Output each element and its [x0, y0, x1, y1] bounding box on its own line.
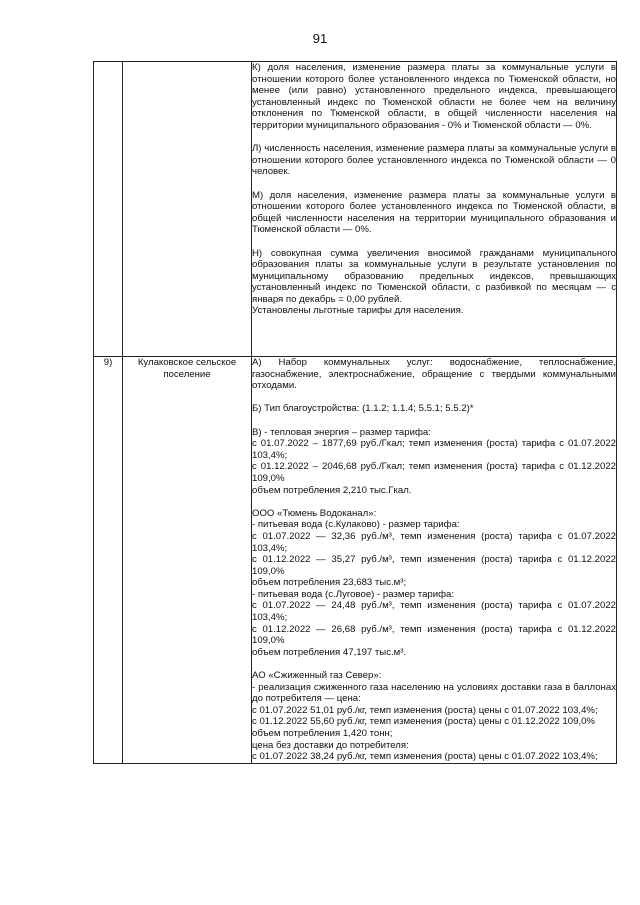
preferential-tariffs-note: Установлены льготные тарифы для населения.: [252, 305, 464, 317]
heat-tariff-july: с 01.07.2022 – 1877,69 руб./Гкал; темп изменения (роста) тарифа с 01.07.2022 103,4%;: [252, 438, 616, 461]
row-number: [94, 62, 123, 357]
water-kulakovo-heading: - питьевая вода (с.Кулаково) - размер тарифа:: [252, 519, 460, 531]
paragraph-k: К) доля населения, изменение размера платы за коммунальные услуги в отношении которого более установленного индекса по Тюменской области, но менее (или равно) установленного предельного индекса, превышающего установленный индекс по Тюменской области не более чем на величину отклонения по Тюменской области, в общей численности населения на территории муниципального образования - 0% и Тюменской области — 0%.: [252, 62, 616, 131]
paragraph-a: А) Набор коммунальных услуг: водоснабжение, теплоснабжение, газоснабжение, электроснабжение, обращение с твердыми коммунальными отходами.: [252, 357, 616, 392]
water-lugovoe-december: с 01.12.2022 — 26,68 руб./м³, темп изменения (роста) тарифа с 01.12.2022 109,0%: [252, 623, 616, 647]
water-lugovoe-july: с 01.07.2022 — 24,48 руб./м³, темп изменения (роста) тарифа с 01.07.2022 103,4%;: [252, 600, 616, 624]
water-kulakovo-july: с 01.07.2022 — 32,36 руб./м³, темп изменения (роста) тарифа с 01.07.2022 103,4%;: [252, 530, 616, 554]
paragraph-b: Б) Тип благоустройства: (1.1.2; 1.1.4; 5.5.1; 5.5.2)*: [252, 403, 474, 415]
vodokanal-heading: ООО «Тюмень Водоканал»:: [252, 507, 377, 519]
row-content: [252, 62, 617, 357]
gas-delivery-heading: - реализация сжиженного газа населению на условиях доставки газа в баллонах до потребителя — цена:: [252, 681, 616, 705]
gas-no-delivery-heading: цена без доставки до потребителя:: [252, 739, 409, 751]
tariff-table: [93, 61, 617, 764]
page-number: 91: [312, 31, 328, 46]
table-row: [94, 62, 617, 357]
row-number: 9): [94, 357, 123, 764]
water-lugovoe-heading: - питьевая вода (с.Луговое) - размер тарифа:: [252, 588, 455, 600]
gas-company-heading: АО «Сжиженный газ Север»:: [252, 670, 382, 682]
gas-no-delivery-july: с 01.07.2022 38,24 руб./кг, темп изменения (роста) цены с 01.07.2022 103,4%;: [252, 751, 598, 763]
heat-consumption: объем потребления 2,210 тыс.Гкал.: [252, 484, 412, 496]
water-kulakovo-december: с 01.12.2022 — 35,27 руб./м³, темп изменения (роста) тарифа с 01.12.2022 109,0%: [252, 554, 616, 577]
heat-tariff-december: с 01.12.2022 – 2046,68 руб./Гкал; темп изменения (роста) тарифа с 01.12.2022 109,0%: [252, 461, 616, 484]
municipality-name: [123, 62, 252, 357]
gas-delivery-december: с 01.12.2022 55,60 руб./кг, темп изменения (роста) цены с 01.12.2022 109,0%: [252, 716, 595, 728]
gas-consumption: объем потребления 1,420 тонн;: [252, 728, 393, 739]
gas-delivery-july: с 01.07.2022 51,01 руб./кг, темп изменения (роста) цены с 01.07.2022 103,4%;: [252, 704, 598, 716]
water-kulakovo-consumption: объем потребления 23,683 тыс.м³;: [252, 577, 407, 589]
heat-energy-heading: В) - тепловая энергия – размер тарифа:: [252, 426, 431, 438]
row-content: [252, 357, 617, 764]
paragraph-n: Н) совокупная сумма увеличения вносимой гражданами муниципального образования платы за коммунальные услуги в результате установления по муниципальному образованию предельных индексов, превышающих установленный индекс по Тюменской области, с разбивкой по месяцам — с января по декабрь = 0,00 рублей.: [252, 247, 616, 305]
paragraph-l: Л) численность населения, изменение размера платы за коммунальные услуги в отношении которого более установленного индекса по Тюменской области — 0 человек.: [252, 143, 616, 178]
paragraph-m: М) доля населения, изменение размера платы за коммунальные услуги в отношении которого более установленного индекса по Тюменской области, в общей численности населения на территории муниципального образования и Тюменской области — 0%.: [252, 189, 616, 236]
municipality-name: Кулаковское сельское поселение: [123, 357, 252, 764]
table-row: [94, 357, 617, 764]
water-lugovoe-consumption: объем потребления 47,197 тыс.м³.: [252, 646, 407, 658]
